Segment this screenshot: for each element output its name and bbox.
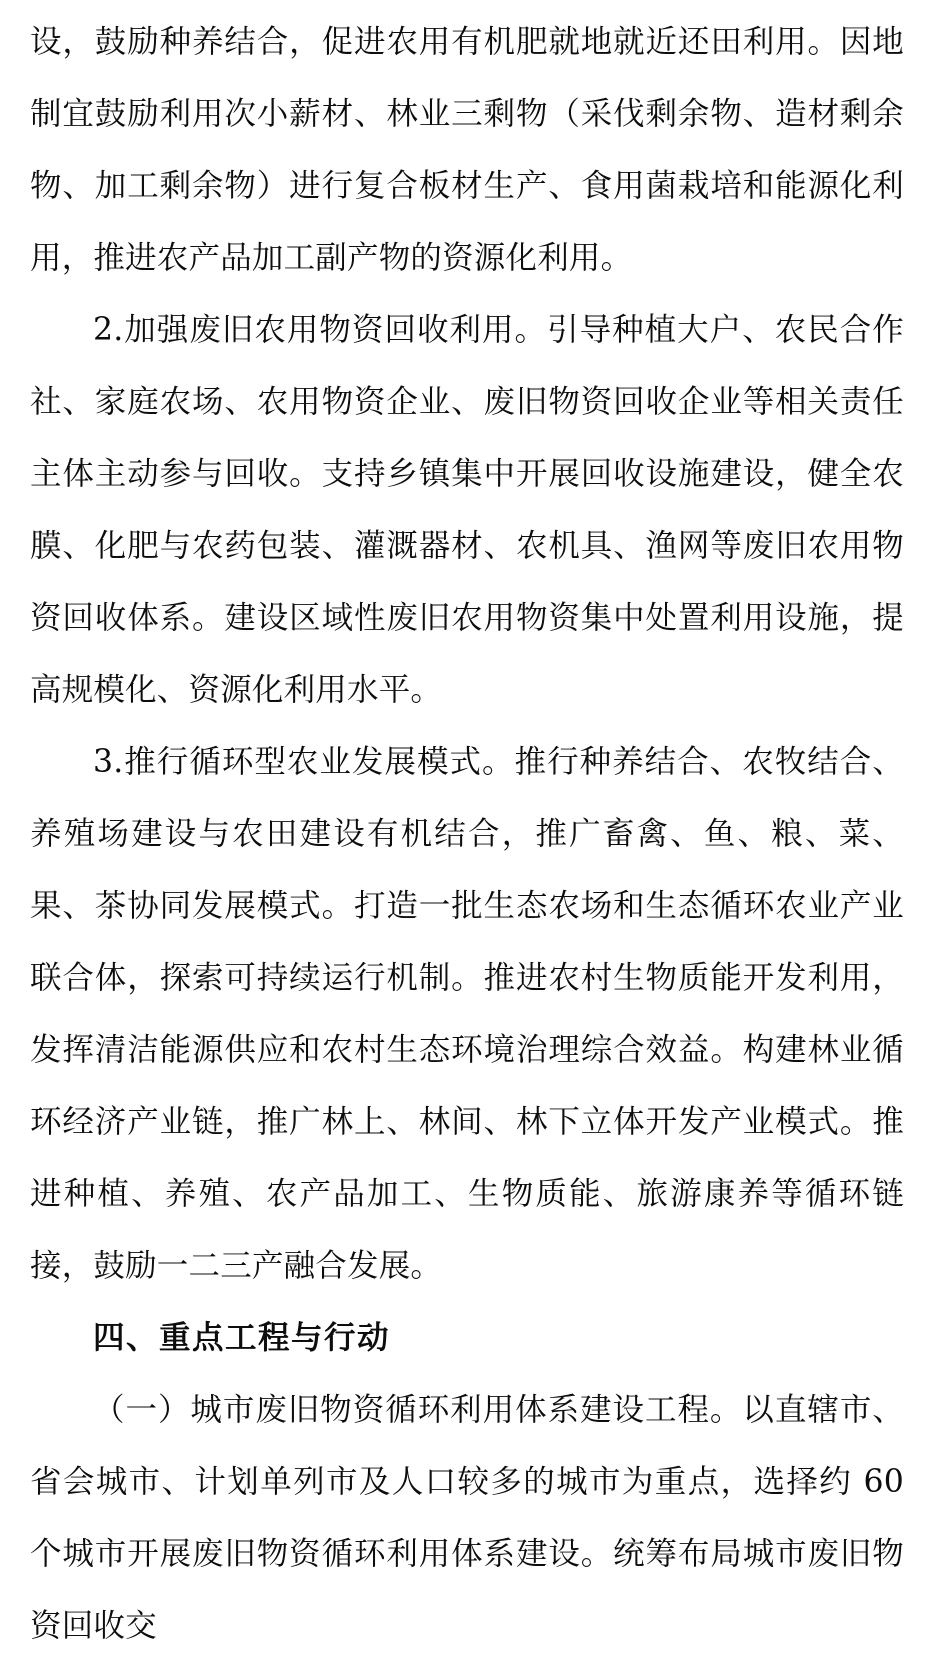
paragraph-item-2: 2.加强废旧农用物资回收利用。引导种植大户、农民合作社、家庭农场、农用物资企业、废旧物资回收企业等相关责任主体主动参与回收。支持乡镇集中开展回收设施建设，健全农膜、化肥与农药包装、灌溉器材、农机具、渔网等废旧农用物资回收体系。建设区域性废旧农用物资集中处置利用设施，提高规模化、资源化利用水平。 — [30, 312, 904, 708]
section-heading-four: 四、重点工程与行动 — [93, 1319, 391, 1356]
document-body — [30, 6, 904, 1662]
paragraph-item-3: 3.推行循环型农业发展模式。推行种养结合、农牧结合、养殖场建设与农田建设有机结合，推广畜禽、鱼、粮、菜、果、茶协同发展模式。打造一批生态农场和生态循环农业产业联合体，探索可持续运行机制。推进农村生物质能开发利用，发挥清洁能源供应和农村生态环境治理综合效益。构建林业循环经济产业链，推广林上、林间、林下立体开发产业模式。推进种植、养殖、农产品加工、生物质能、旅游康养等循环链接，鼓励一二三产融合发展。 — [30, 744, 904, 1284]
paragraph-continuation: 设，鼓励种养结合，促进农用有机肥就地就近还田利用。因地制宜鼓励利用次小薪材、林业三剩物（采伐剩余物、造材剩余物、加工剩余物）进行复合板材生产、食用菌栽培和能源化利用，推进农产品加工副产物的资源化利用。 — [30, 24, 904, 276]
paragraph-subsection-one: （一）城市废旧物资循环利用体系建设工程。以直辖市、省会城市、计划单列市及人口较多的城市为重点，选择约 60 个城市开展废旧物资循环利用体系建设。统筹布局城市废旧物资回收交 — [30, 1392, 904, 1644]
